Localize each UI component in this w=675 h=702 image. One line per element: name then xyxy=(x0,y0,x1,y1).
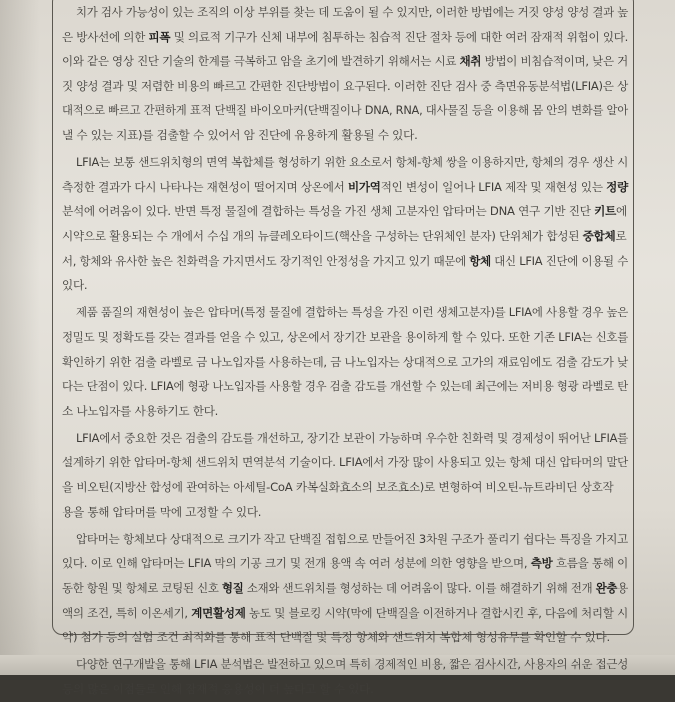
text-line: 압타머는 항체보다 상대적으로 크기가 작고 단백질 접힘으로 만들어진 3차원 구조가 풀리기 쉽다는 특징을 가지고 xyxy=(76,531,629,546)
paragraph xyxy=(62,0,630,150)
text-line: 있다. xyxy=(62,278,88,293)
bold-term: 항체 xyxy=(469,253,491,268)
paragraph xyxy=(62,652,630,701)
page-shadow xyxy=(0,0,40,675)
text-line: 다양한 연구개발을 통해 LFIA 분석법은 발전하고 있으며 특히 경제적인 비용, 짧은 검사시간, 사용자의 쉬운 접근성 xyxy=(76,657,628,672)
text-line: 을 비오틴(지방산 합성에 관여하는 아세틸-CoA 카복실화효소의 보조효소)로 변형하여 비오틴-뉴트라비딘 상호작 xyxy=(62,480,614,495)
text-line: 분석에 어려움이 있다. 반면 특정 물질에 결합하는 특성을 가진 생체 고분자인 압타머는 DNA 연구 기반 진단 키트에 xyxy=(62,204,627,219)
text-line: 확인하기 위한 검출 라벨로 금 나노입자를 사용하는데, 금 나노입자는 상대적으로 고가의 재료임에도 검출 감도가 낮 xyxy=(62,354,629,369)
bold-term: 키트 xyxy=(594,204,617,219)
bold-term: 중합체 xyxy=(582,228,616,243)
text-line: 대적으로 빠르고 간편하게 표적 단백질 바이오마커(단백질이나 DNA, RNA, 대사물질 등을 이용해 몸 안의 변화를 알아 xyxy=(62,103,628,118)
bold-term: 정량 xyxy=(606,179,629,194)
bold-term: 비가역 xyxy=(347,179,381,194)
text-line: 정밀도 및 정확도를 갖는 결과를 얻을 수 있고, 상온에서 장기간 보관을 용이하게 할 수 있다. 또한 기존 LFIA는 신호를 xyxy=(62,329,628,344)
text-line: 있다. 이로 인해 압타머는 LFIA 막의 기공 크기 및 전개 용액 속 여러 성분에 의한 영향을 받으며, 측방 흐름을 통해 이 xyxy=(62,556,628,571)
text-line: 짓 양성 결과 및 저렴한 비용의 빠르고 간편한 진단방법이 요구된다. 이러한 진단 검사 중 측면유동분석법(LFIA)은 상 xyxy=(62,78,628,93)
text-line: 치가 검사 가능성이 있는 조직의 이상 부위를 찾는 데 도움이 될 수 있지만, 이러한 방법에는 거짓 양성 양성 결과 높 xyxy=(76,5,629,19)
passage-text xyxy=(62,0,630,702)
bold-term: 형질 xyxy=(222,581,244,596)
text-line: 등의 많은 이점들로 인해 잠재적 응용성이 더 높다고 할 수 있다. xyxy=(62,682,374,696)
text-line: 낼 수 있는 지표)를 검출할 수 있어서 암 진단에 유용하게 활용될 수 있다. xyxy=(62,127,418,142)
paragraph xyxy=(62,150,630,300)
text-line: 제품 품질의 재현성이 높은 압타머(특정 물질에 결합하는 특성을 가진 이런 생체고분자)를 LFIA에 사용할 경우 높은 xyxy=(76,305,629,320)
text-line: 소 나노입자를 사용하기도 한다. xyxy=(62,403,219,418)
text-line: 설계하기 위한 압타머-항체 샌드위치 면역분석 기술이다. LFIA에서 가장 많이 사용되고 있는 항체 대신 압타머의 말단 xyxy=(62,455,629,470)
text-line: 측정한 결과가 다시 나타나는 재현성이 떨어지며 상온에서 비가역적인 변성이 일어나 LFIA 제작 및 재현성 있는 정량 xyxy=(62,179,629,194)
text-line: LFIA는 보통 샌드위치형의 면역 복합체를 형성하기 위한 요소로서 항체-항체 쌍을 이용하지만, 항체의 경우 생산 시 xyxy=(76,155,628,170)
text-line: 동한 항원 및 항체로 코팅된 신호 형질 소재와 샌드위치를 형성하는 데 어려움이 많다. 이를 해결하기 위해 전개 완충용 xyxy=(62,581,629,596)
bold-term: 계면활성제 xyxy=(191,605,246,620)
paragraph xyxy=(62,300,630,426)
text-line: 서, 항체와 유사한 높은 친화력을 가지면서도 장기적인 안정성을 가지고 있기 때문에 항체 대신 LFIA 진단에 이용될 수 xyxy=(62,253,629,268)
bold-term: 채취 xyxy=(459,54,482,69)
paragraph xyxy=(62,426,630,527)
bold-term: 완충 xyxy=(595,581,618,596)
text-line: 은 방사선에 의한 피폭 및 의료적 기구가 신체 내부에 침투하는 침습적 진단 절차 등에 대한 여러 잠재적 위험이 있다. xyxy=(62,29,629,44)
text-line: 액의 조건, 특히 이온세기, 계면활성제 농도 및 블로킹 시약(막에 단백질을 이전하거나 결합시킨 후, 다음에 처리할 시 xyxy=(62,605,628,620)
text-line: LFIA에서 중요한 것은 검출의 감도를 개선하고, 장기간 보관이 가능하며 우수한 친화력 및 경제성이 뛰어난 LFIA를 xyxy=(76,430,629,445)
text-line: 다는 단점이 있다. LFIA에 형광 나노입자를 사용할 경우 검출 감도를 개선할 수 있는데 최근에는 저비용 형광 라벨로 탄 xyxy=(62,379,628,394)
paragraph xyxy=(62,527,630,653)
bold-term: 피폭 xyxy=(148,29,171,44)
text-line: 용을 통해 압타머를 막에 고정할 수 있다. xyxy=(62,504,262,519)
text-line: 시약으로 활용되는 수 개에서 수십 개의 뉴클레오타이드(핵산을 구성하는 단위체인 분자) 단위체가 합성된 중합체로 xyxy=(62,228,627,243)
text-line: 이와 같은 영상 진단 기술의 한계를 극복하고 암을 초기에 발견하기 위해서는 시료 채취 방법이 비침습적이며, 낮은 거 xyxy=(62,54,628,69)
text-line: 약) 첨가 등의 실험 조건 최적화를 통해 표적 단백질 및 특정 항체와 샌드위치 복합체 형성유무를 확인할 수 있다. xyxy=(62,630,610,645)
bold-term: 측방 xyxy=(530,556,553,571)
